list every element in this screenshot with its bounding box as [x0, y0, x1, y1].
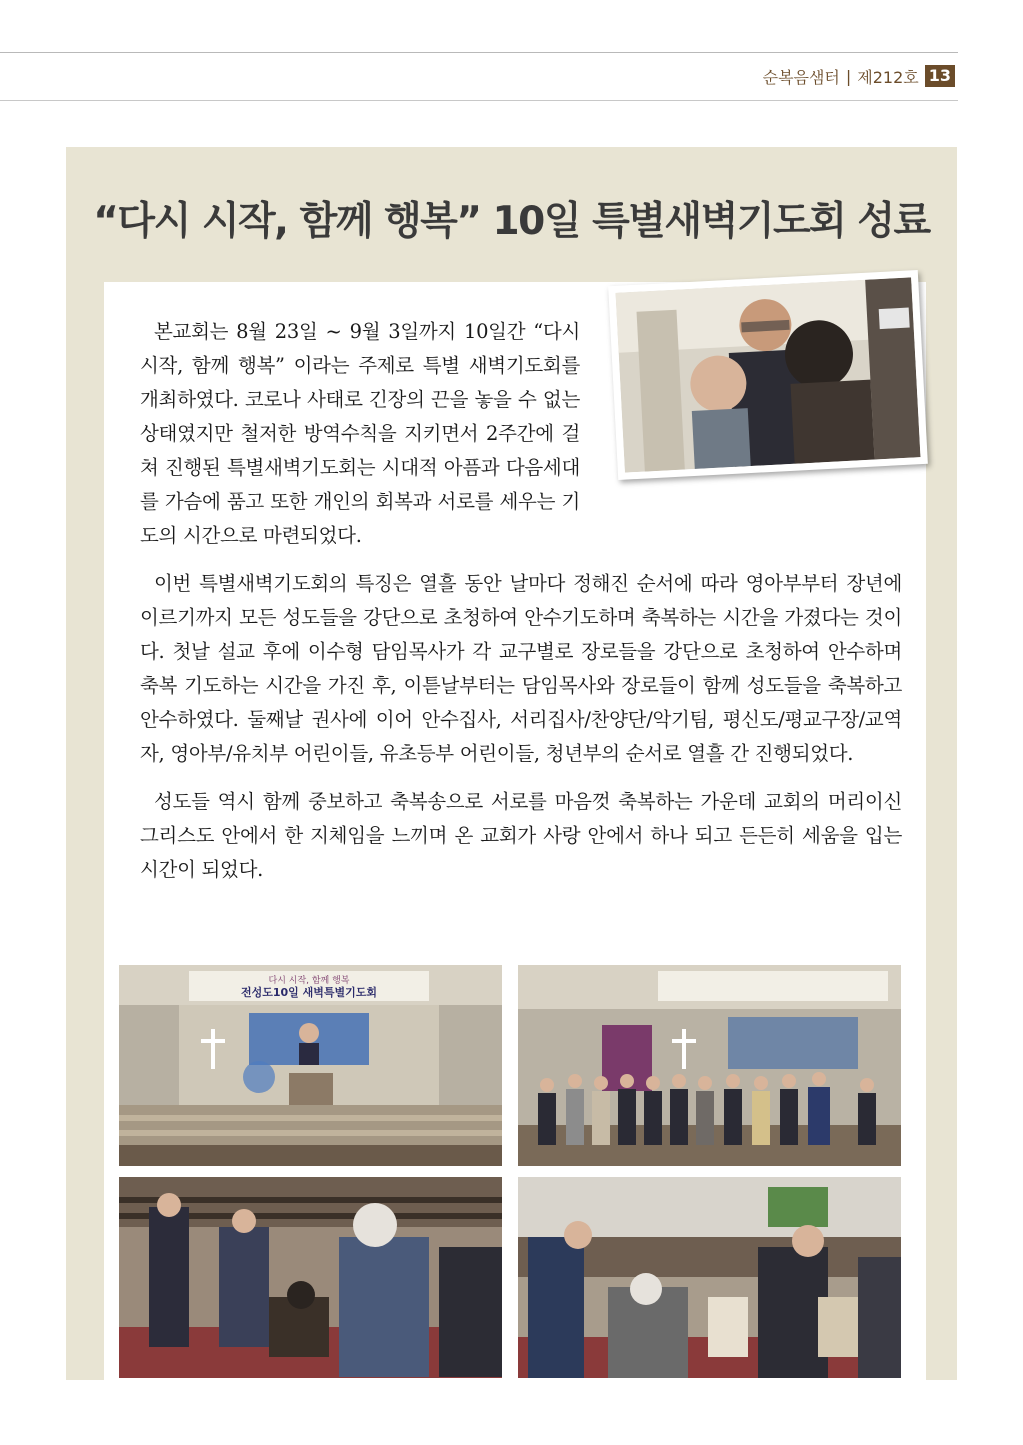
banner-line1: 다시 시작, 함께 행복: [268, 976, 350, 986]
photo-laying-on-hands: [119, 1177, 502, 1378]
page-number: 13: [925, 65, 955, 87]
header-rule-top: [0, 52, 958, 53]
banner-line2: 전성도10일 새벽특별기도회: [240, 986, 378, 999]
running-header: [763, 64, 955, 88]
issue-number: 제212호: [857, 67, 919, 87]
lead-photo: [608, 270, 928, 480]
photo-blessing-children: [518, 1177, 901, 1378]
header-separator: |: [845, 66, 852, 86]
article-title: “다시 시작, 함께 행복” 10일 특별새벽기도회 성료: [93, 199, 930, 244]
photo-elders-on-stage: [518, 965, 901, 1166]
photo-pastor-blessing-baby: [615, 277, 920, 472]
section-name: 순복음샘터: [762, 67, 840, 87]
paragraph-3: 성도들 역시 함께 중보하고 축복송으로 서로를 마음껏 축복하는 가운데 교회의 머리이신 그리스도 안에서 한 지체임을 느끼며 온 교회가 사랑 안에서 하나 되고 든든히 세움을 입는 시간이 되었다.: [140, 790, 902, 881]
header-rule-bottom: [0, 100, 958, 101]
photo-sermon-stage: [119, 965, 502, 1166]
paragraph-1: 본교회는 8월 23일 ~ 9월 3일까지 10일간 “다시 시작, 함께 행복” 이라는 주제로 특별 새벽기도회를 개최하였다. 코로나 사태로 긴장의 끈을 놓을 수 없는 상태였지만 철저한 방역수칙을 지키면서 2주간에 걸쳐 진행된 특별새벽기도회는 시대적 아픔과 다음세대를 가슴에 품고 또한 개인의 회복과 서로를 세우는 기도의 시간으로 마련되었다.: [140, 320, 580, 547]
paragraph-2: 이번 특별새벽기도회의 특징은 열흘 동안 날마다 정해진 순서에 따라 영아부부터 장년에 이르기까지 모든 성도들을 강단으로 초청하여 안수기도하며 축복하는 시간을 가졌다는 것이다. 첫날 설교 후에 이수형 담임목사가 각 교구별로 장로들을 강단으로 초청하여 안수하며 축복 기도하는 시간을 가진 후, 이튿날부터는 담임목사와 장로들이 함께 성도들을 축복하고 안수하였다. 둘째날 권사에 이어 안수집사, 서리집사/찬양단/악기팀, 평신도/평교구장/교역자, 영아부/유치부 어린이들, 유초등부 어린이들, 청년부의 순서로 열흘 간 진행되었다.: [140, 572, 902, 765]
